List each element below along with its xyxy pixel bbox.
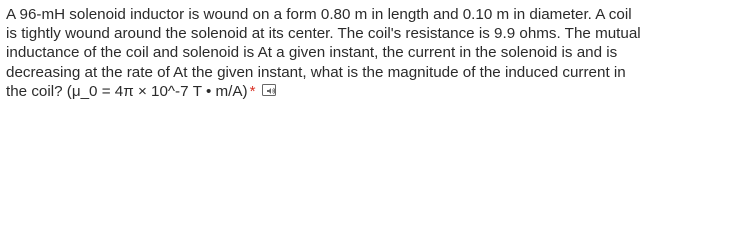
question-line-3: inductance of the coil and solenoid is At a given instant, the current in the solenoid is and is [6, 44, 618, 62]
question-text [6, 5, 736, 101]
required-marker: * [249, 82, 256, 100]
question-line-4: decreasing at the rate of At the given instant, what is the magnitude of the induced current in [6, 63, 626, 81]
question-line-2: is tightly wound around the solenoid at its center. The coil's resistance is 9.9 ohms. The mutual [6, 25, 641, 43]
speaker-icon[interactable] [262, 84, 278, 98]
question-line-5-text: the coil? (μ_0 = 4π × 10^-7 T • m/A) [6, 82, 248, 100]
question-line-1: A 96-mH solenoid inductor is wound on a form 0.80 m in length and 0.10 m in diameter. A coil [6, 6, 632, 23]
question-line-5 [6, 82, 736, 101]
